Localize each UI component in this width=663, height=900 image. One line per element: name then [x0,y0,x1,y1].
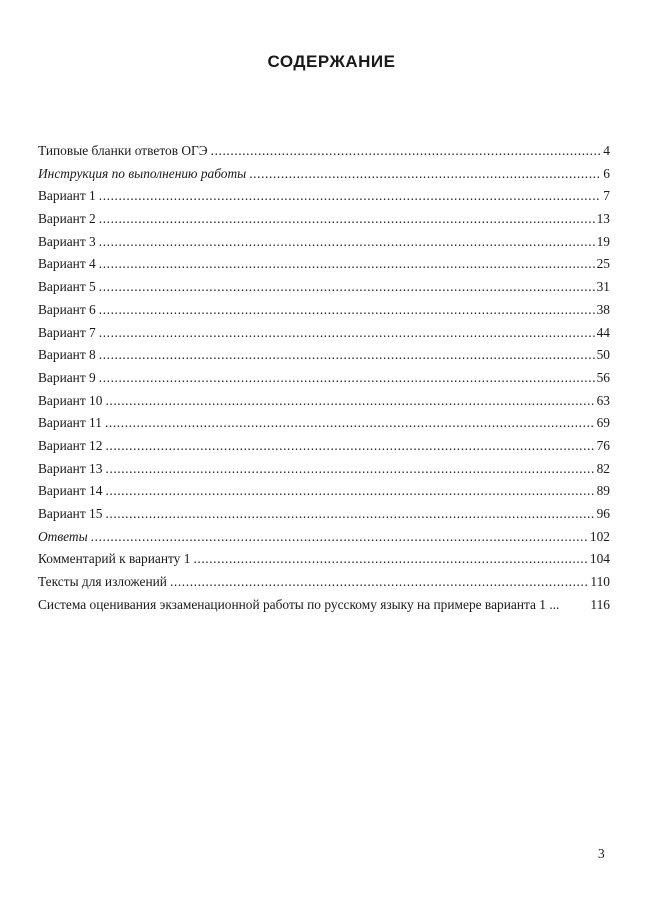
toc-entry [38,279,610,302]
toc-entry-page: 104 [589,551,610,567]
toc-dot-leader [99,347,595,363]
toc-entry [38,234,610,257]
toc-entry-label: Вариант 10 [38,392,103,408]
toc-dot-leader [99,325,595,341]
toc-dot-leader [91,529,588,545]
toc-entry [38,325,610,348]
toc-entry-page: 13 [596,211,610,227]
toc-entry-label: Вариант 9 [38,369,96,385]
page-title: СОДЕРЖАНИЕ [267,52,396,71]
toc-entry [38,347,610,370]
toc-dot-leader [99,188,602,204]
toc-entry-label: Вариант 1 [38,188,96,204]
toc-dot-leader [99,256,595,272]
toc-entry [38,461,610,484]
page-number: 3 [598,846,605,861]
toc-entry-page: 4 [603,143,610,158]
toc-entry-page: 44 [596,324,610,340]
toc-entry-page: 6 [603,165,610,181]
toc-entry-page: 76 [596,437,610,453]
toc-dot-leader [193,551,587,567]
toc-entry-label: Вариант 14 [38,483,103,499]
toc-dot-leader [99,370,595,386]
toc-entry-label: Ответы [38,528,88,544]
toc-entry-page: 63 [596,392,610,408]
toc-entry-page: 25 [596,256,610,272]
toc-entry-label: Вариант 11 [38,415,102,431]
toc-entry-label: Вариант 6 [38,301,96,317]
toc-entry-page: 89 [596,483,610,499]
toc-entry [38,211,610,234]
toc-entry-label: Вариант 2 [38,211,96,227]
toc-dot-leader [105,438,594,454]
table-of-contents [38,143,610,619]
toc-entry-page: 116 [590,596,610,612]
toc-entry-label: Система оценивания экзаменационной работы по русскому языку на примере варианта 1 ... [38,596,560,612]
toc-dot-leader [170,574,588,590]
toc-entry-page: 96 [596,506,610,521]
toc-entry [38,574,610,597]
toc-entry-label: Тексты для изложений [38,574,167,590]
toc-entry-label: Вариант 5 [38,279,96,295]
toc-entry [38,370,610,393]
toc-entry [38,506,610,529]
toc-dot-leader [105,483,594,499]
toc-entry-page: 102 [589,528,610,544]
toc-entry-page: 7 [603,188,610,204]
toc-dot-leader [99,211,595,227]
toc-dot-leader [99,279,595,295]
toc-dot-leader [105,506,594,522]
toc-entry-page: 50 [596,347,610,363]
toc-entry-label: Комментарий к варианту 1 [38,551,191,567]
toc-entry [38,415,610,438]
toc-entry [38,143,610,166]
toc-entry-label: Вариант 12 [38,437,103,453]
toc-entry-label: Вариант 15 [38,506,103,521]
toc-entry-page: 82 [596,460,610,476]
toc-entry [38,393,610,416]
toc-entry [38,483,610,506]
toc-entry [38,597,610,620]
toc-entry [38,188,610,211]
toc-entry-page: 69 [596,415,610,431]
toc-entry-label: Типовые бланки ответов ОГЭ [38,143,208,158]
toc-dot-leader [211,143,602,159]
toc-entry-label: Вариант 3 [38,233,96,249]
toc-dot-leader [99,234,595,250]
toc-dot-leader [105,461,594,477]
toc-entry-page: 31 [596,279,610,295]
toc-entry-label: Инструкция по выполнению работы [38,165,247,181]
toc-entry [38,551,610,574]
toc-dot-leader [105,415,595,431]
toc-entry [38,529,610,552]
toc-entry-page: 56 [596,369,610,385]
toc-entry-page: 19 [596,233,610,249]
toc-entry-page: 110 [590,574,610,590]
toc-dot-leader [249,166,601,182]
toc-dot-leader [99,302,595,318]
toc-entry [38,166,610,189]
toc-entry-label: Вариант 8 [38,347,96,363]
toc-dot-leader [105,393,594,409]
toc-entry [38,256,610,279]
toc-entry-label: Вариант 13 [38,460,103,476]
toc-entry-page: 38 [596,301,610,317]
toc-entry [38,302,610,325]
toc-entry-label: Вариант 7 [38,324,96,340]
toc-entry [38,438,610,461]
toc-entry-label: Вариант 4 [38,256,96,272]
